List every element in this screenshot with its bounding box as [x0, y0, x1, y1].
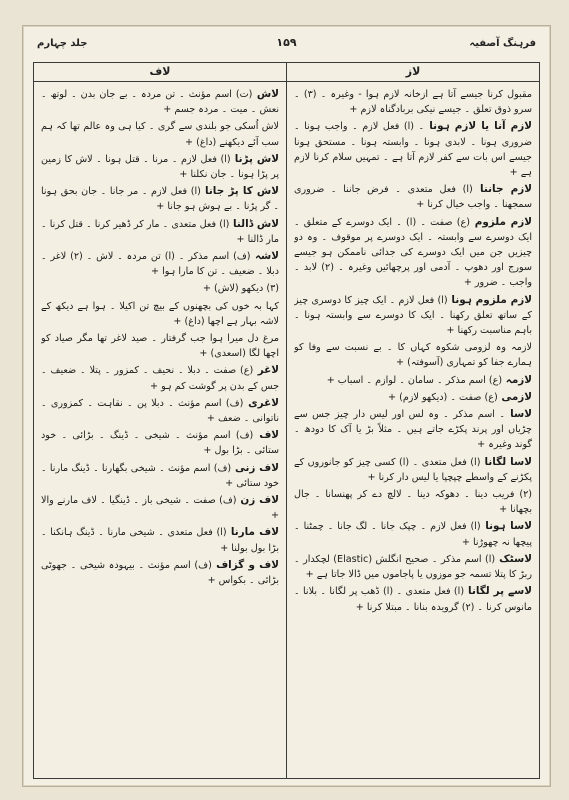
entry-definition: (ا) فعل متعدی ۔ شیخی مارنا ۔ ڈینگ ہانکنا ۔ بڑا بول بولنا + — [41, 527, 279, 554]
entry-definition: (ف) اسم مذکر ۔ (ا) تن مردہ ۔ لاش ۔ (۲) لاغر ۔ دبلا ۔ ضعیف ۔ تن کا مارا ہوا + — [41, 251, 279, 278]
entry-headword: لاف زن — [236, 494, 279, 507]
dictionary-entry — [41, 281, 279, 296]
dictionary-entry — [294, 340, 532, 370]
dictionary-entry — [294, 373, 532, 388]
dictionary-entry — [41, 428, 279, 458]
entry-headword: لاف — [253, 429, 279, 442]
left-column-heading: لاف — [34, 63, 286, 82]
dictionary-entry — [294, 455, 532, 485]
entry-headword: لاف مارنا — [226, 526, 279, 539]
entry-definition: (ف) اسم مؤنث ۔ دبلا پن ۔ نقاہت ۔ کمزوری ۔ ناتوانی ۔ ضعف + — [41, 397, 279, 425]
running-title: فرہنگ آصفیہ — [469, 38, 536, 49]
entry-definition: مرغ دل میرا ہوا جب گرفتار ۔ صید لاغر تھا مگر صیاد کو اچھا لگا (اسعدی) + — [41, 333, 279, 360]
entry-definition: (ا) فعل متعدی ۔ فرض جاننا ۔ ضروری سمجھنا ۔ واجب خیال کرنا + — [294, 184, 532, 211]
entry-definition: مقبول کرنا جیسے آتا ہے ازخانہ لازم ہوا - وغیرہ ۔ (۳) ۔ سرو ذوق تعلق ۔ جیسے نیکی بربادگناہ لازم + — [294, 89, 532, 116]
dictionary-entry — [41, 249, 279, 279]
page-number: ۱۵۹ — [276, 36, 297, 49]
entry-definition: (ف) اسم مؤنث ۔ شیخی بگھارنا ۔ ڈینگ مارنا ۔ خود ستائی + — [41, 462, 279, 489]
entry-headword: لاسا لگانا — [480, 455, 532, 468]
dictionary-entry — [41, 184, 279, 214]
dictionary-entry — [41, 363, 279, 393]
entry-headword: لاسا — [505, 408, 532, 421]
entry-headword: لازمی — [497, 390, 532, 403]
dictionary-entry — [294, 182, 532, 212]
entry-definition: (ا) فعل لازم ۔ مر جانا ۔ جان بحق ہونا ۔ گر پڑنا ۔ بے ہوش ہو جانا + — [41, 186, 279, 213]
entry-headword: لاف و گزاف — [211, 558, 279, 571]
dictionary-entry — [294, 519, 532, 549]
entry-headword: لازم جاننا — [472, 183, 532, 196]
entry-headword: لازم ملزوم ہونا — [447, 293, 532, 306]
dictionary-entry — [41, 119, 279, 149]
dictionary-entry — [294, 215, 532, 291]
entry-headword: لاغر — [253, 364, 279, 377]
entry-definition: (ع) صفت ۔ (ا) ۔ ایک دوسرے کے متعلق ۔ ایک دوسرے سے وابستہ ۔ ایک دوسرے پر موقوف ۔ وہ دو چیزیں جن میں ایک دوسرے کی جدائی ناممکن ہو جیسے سورج اور دھوپ ۔ آدمی اور پرچھائیں وغیرہ ۔ (۲) لابد ۔ واجب ۔ ضرور + — [294, 216, 532, 289]
dictionary-entry — [294, 390, 532, 405]
entry-definition: (ا) اسم مذکر ۔ صحیح انگلش (Elastic) لچکدار ۔ ربڑ کا پتلا تسمہ جو موزوں یا پاجاموں میں ڈالا جاتا ہے + — [294, 553, 532, 581]
entry-definition: ۔ (ا) فعل لازم ۔ واجب ہونا ۔ ضروری ہونا ۔ لابدی ہونا ۔ وابستہ ہونا ۔ مستحق ہونا جیسے اس بات سے کفر لازم آتا ہے ۔ تمہیں سلام کرنا لازم ہے + — [294, 121, 532, 179]
dictionary-entry — [41, 493, 279, 523]
dictionary-entry — [41, 299, 279, 329]
dictionary-entry — [41, 461, 279, 491]
entry-headword: لاشہ — [250, 250, 279, 263]
entry-headword: لاش کا پڑ جانا — [200, 185, 279, 198]
entry-headword: لازم آنا یا لازم ہونا — [424, 120, 532, 133]
entry-definition: (ف) اسم مؤنث ۔ شیخی ۔ ڈینگ ۔ بڑائی ۔ خود ستائی ۔ بڑا بول + — [41, 430, 279, 457]
dictionary-entry — [294, 584, 532, 614]
entry-definition: (۳) دیکھو (لاش) + — [202, 283, 279, 295]
dictionary-entry — [41, 217, 279, 247]
column-divider — [286, 63, 287, 778]
dictionary-entry — [294, 87, 532, 117]
entry-headword: لاسٹک — [495, 552, 532, 565]
entry-definition: (ع) صفت ۔ (دیکھو لازم) + — [388, 391, 498, 403]
entry-definition: (ف) صفت ۔ شیخی باز ۔ ڈینگیا ۔ لاف مارنے والا + — [41, 495, 279, 522]
entry-headword: لاسے پر لگانا — [464, 585, 532, 598]
entry-headword: لاغری — [243, 396, 279, 409]
entry-definition: (۲) فریب دینا ۔ دھوکہ دینا ۔ لالچ دے کر پھنسانا ۔ جال بچھانا + — [294, 489, 532, 516]
dictionary-entry — [41, 396, 279, 426]
dictionary-entry — [41, 558, 279, 588]
page-header — [23, 26, 550, 58]
left-column — [41, 87, 279, 772]
entry-definition: (ت) اسم مؤنث ۔ تن مردہ ۔ بے جان بدن ۔ لوتھ ۔ نعش ۔ میت ۔ مردہ جسم + — [41, 89, 279, 116]
dictionary-entry — [41, 87, 279, 117]
entry-definition: (ع) اسم مذکر ۔ سامان ۔ لوازم ۔ اسباب + — [326, 374, 503, 386]
entry-headword: لاش ڈالنا — [229, 217, 279, 230]
dictionary-entry — [41, 525, 279, 555]
entry-definition: (ف) اسم مؤنث ۔ بیہودہ شیخی ۔ جھوٹی بڑائی ۔ بکواس + — [41, 559, 279, 587]
dictionary-entry — [294, 293, 532, 339]
entry-definition: (ا) فعل لازم ۔ چپک جانا ۔ لگ جانا ۔ چمٹنا ۔ پیچھا نہ چھوڑنا + — [294, 521, 532, 548]
right-column — [294, 87, 532, 772]
entry-headword: لاسا ہونا — [480, 520, 532, 533]
dictionary-entry — [41, 331, 279, 361]
entry-definition: (ا) فعل متعدی ۔ (ا) کسی چیز کو جانوروں کے پکڑنے کے واسطے چپچپا یا لیس دار کرنا + — [294, 456, 532, 483]
right-column-heading: لاز — [287, 63, 539, 82]
volume-label: جلد چہارم — [37, 38, 88, 49]
dictionary-entry — [294, 407, 532, 453]
dictionary-entry — [41, 152, 279, 182]
dictionary-entry — [294, 552, 532, 582]
entry-definition: (ا) فعل متعدی ۔ مار کر ڈھیر کرنا ۔ قتل کرنا ۔ مار ڈالنا + — [41, 218, 279, 245]
entry-definition: ۔ اسم مذکر ۔ وہ لس اور لیس دار چیز جس سے چڑیاں اور پرند پکڑے جاتے ہیں ۔ مثلاً بڑ یا آک کا دودھ ۔ گوند وغیرہ + — [294, 409, 532, 451]
two-column-frame — [33, 62, 540, 779]
entry-definition: لاش اُسکی جو بلندی سے گری ۔ کیا ہی وہ عالم تھا کہ ہم سب آئے دیکھنے (داغ) + — [41, 121, 279, 148]
entry-definition: لازمہ وہ لزومی شکوہ کہاں کا ۔ بے نسبت سے وفا کو ہمارے جفا کو تمہاری (آسوفتہ) + — [294, 342, 532, 369]
entry-definition: (ا) فعل متعدی ۔ (ا) ڈھب پر لگانا ۔ بلانا ۔ مانوس کرنا ۔ (۲) گرویدہ بنانا ۔ مبتلا کرنا + — [294, 586, 532, 613]
entry-definition: کہا بہ خوں کی بچھنوں کے بیچ تن اکیلا ۔ ہوا ہے دیکھ کے لاشہ بہار ہے اچھا (داغ) + — [41, 300, 279, 327]
entry-headword: لازمہ — [502, 373, 532, 386]
entry-headword: لاش پڑنا — [230, 152, 279, 165]
dictionary-entry — [294, 487, 532, 517]
entry-headword: لاش — [252, 88, 279, 100]
entry-definition: (ا) فعل لازم ۔ ایک چیز کا دوسری چیز کے ساتھ تعلق رکھنا ۔ ایک کا دوسرے سے وابستہ ہونا ۔ باہم مناسبت رکھنا + — [294, 294, 532, 337]
entry-headword: لاف زنی — [231, 461, 279, 474]
entry-definition: (ع) صفت ۔ دبلا ۔ نحیف ۔ کمزور ۔ پتلا ۔ ضعیف ۔ جس کے بدن پر گوشت کم ہو + — [41, 365, 279, 392]
dictionary-entry — [294, 119, 532, 180]
entry-headword: لازم ملزوم — [469, 215, 532, 228]
dictionary-page — [22, 25, 551, 787]
entry-definition: (ا) فعل لازم ۔ مرنا ۔ قتل ہونا ۔ لاش کا زمین پر پڑا ہونا ۔ جان نکلنا + — [41, 153, 279, 181]
